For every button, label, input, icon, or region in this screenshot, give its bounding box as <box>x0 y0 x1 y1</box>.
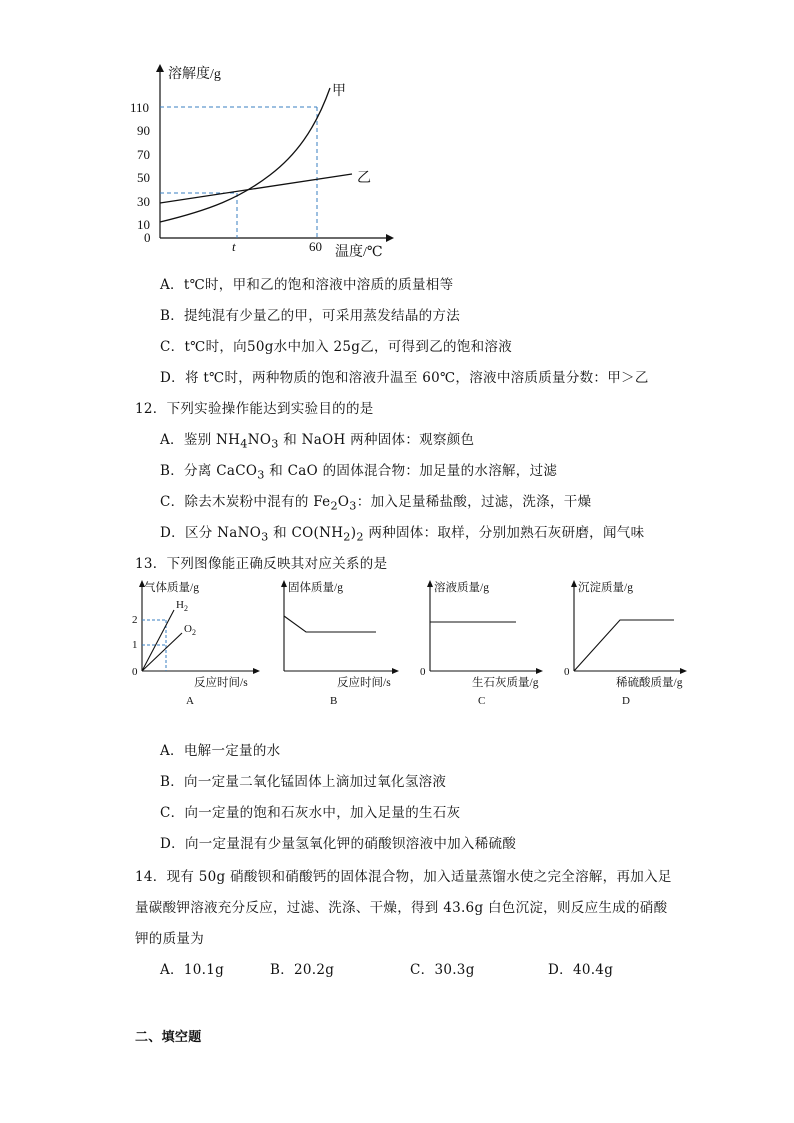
option-letter: D． <box>548 962 573 978</box>
option-text: 和 CO(NH <box>268 525 344 541</box>
subscript: 2 <box>356 530 364 544</box>
option-letter: A． <box>160 277 184 293</box>
label-h2: $H_2$ <box>176 599 188 613</box>
x-axis-label: 反应时间/s <box>337 677 391 689</box>
label-o2: $O_2$ <box>184 623 196 637</box>
x-axis-arrow <box>386 234 394 242</box>
line-solid-mass <box>284 616 376 632</box>
option-text: 向一定量混有少量氢氧化钾的硝酸钡溶液中加入稀硫酸 <box>184 836 517 852</box>
origin-label: 0 <box>132 666 138 678</box>
q14-stem-line-3: 钾的质量为 <box>135 931 204 947</box>
y-axis-label: 溶液质量/g <box>434 582 489 594</box>
y-tick: 90 <box>137 123 150 138</box>
q13-option-a <box>160 741 280 761</box>
x-axis-arrow <box>392 668 399 674</box>
option-text: 分离 CaCO <box>184 463 258 479</box>
graph-label: C <box>478 695 486 707</box>
y-axis-arrow <box>156 64 164 72</box>
option-text: 20.2g <box>294 962 335 978</box>
graph-label: A <box>186 695 194 707</box>
q12-stem: 12．下列实验操作能达到实验目的的是 <box>135 401 374 417</box>
option-letter: A． <box>160 743 184 759</box>
y-tick-1: 1 <box>132 639 138 651</box>
option-text: 和 CaO 的固体混合物：加足量的水溶解，过滤 <box>264 463 558 479</box>
option-text: 40.4g <box>572 962 614 978</box>
option-text: 电解一定量的水 <box>183 743 281 759</box>
y-tick: 10 <box>137 217 150 232</box>
y-tick: 50 <box>137 170 150 185</box>
option-text: 鉴别 NH <box>183 432 241 448</box>
x-tick-60: 60 <box>309 239 322 254</box>
q13-option-c <box>160 803 460 823</box>
curve-yi <box>160 174 352 203</box>
option-text: 向一定量的饱和石灰水中，加入足量的生石灰 <box>184 805 461 821</box>
x-axis-arrow <box>680 668 687 674</box>
q11-option-b <box>160 306 460 326</box>
curve-jia <box>160 88 330 222</box>
option-letter: C． <box>410 962 435 978</box>
x-axis-label: 温度/℃ <box>335 245 383 260</box>
subscript: 2 <box>343 530 351 544</box>
subscript: 2 <box>330 499 338 513</box>
y-tick: 110 <box>130 100 150 115</box>
q14-stem-line-1: 14．现有 50g 硝酸钡和硝酸钙的固体混合物，加入适量蒸馏水使之完全溶解，再加入足 <box>135 869 672 885</box>
option-letter: A． <box>160 962 184 978</box>
option-text: ) <box>350 525 357 541</box>
subscript: 3 <box>271 437 279 451</box>
option-letter: B． <box>160 774 185 790</box>
q14-option-a <box>160 960 224 980</box>
option-text: t℃时，甲和乙的饱和溶液中溶质的质量相等 <box>183 277 454 293</box>
option-text: 10.1g <box>183 962 225 978</box>
subscript: 4 <box>240 437 248 451</box>
q14-stem-line-2: 量碳酸钾溶液充分反应，过滤、洗涤、干燥，得到 43.6g 白色沉淀，则反应生成的硝酸 <box>135 900 668 916</box>
option-text: 提纯混有少量乙的甲，可采用蒸发结晶的方法 <box>184 308 461 324</box>
x-tick-t: t <box>232 239 236 254</box>
line-h2 <box>142 610 174 671</box>
q13-graph-d <box>558 576 698 710</box>
y-tick-2: 2 <box>132 614 138 626</box>
y-axis-arrow <box>427 580 433 587</box>
q12-option-c <box>160 492 591 517</box>
x-axis-arrow <box>253 668 260 674</box>
option-text: 区分 NaNO <box>184 525 262 541</box>
option-text: 两种固体：取样，分别加熟石灰研磨，闻气味 <box>363 525 645 541</box>
q13-graph-b <box>270 576 410 710</box>
q14-option-c <box>410 960 475 980</box>
option-text: 和 NaOH 两种固体：观察颜色 <box>278 432 475 448</box>
y-tick: 30 <box>137 194 150 209</box>
x-axis-label: 生石灰质量/g <box>472 677 539 689</box>
y-tick: 70 <box>137 147 150 162</box>
q11-option-a <box>160 275 453 295</box>
x-axis-label: 反应时间/s <box>194 677 248 689</box>
option-text: 向一定量二氧化锰固体上滴加过氧化氢溶液 <box>184 774 447 790</box>
x-axis-arrow <box>536 668 543 674</box>
q14-option-d <box>548 960 613 980</box>
option-letter: B． <box>160 308 185 324</box>
q13-option-d <box>160 834 516 854</box>
option-letter: D． <box>160 836 185 852</box>
y-axis-label: 气体质量/g <box>144 582 199 594</box>
section-title: 二、填空题 <box>135 1030 202 1045</box>
q13-graph-c <box>414 576 554 710</box>
q11-option-c <box>160 337 512 357</box>
y-tick: 0 <box>144 230 151 245</box>
q14-option-b <box>270 960 334 980</box>
option-letter: D． <box>160 525 185 541</box>
y-axis-label: 沉淀质量/g <box>578 582 633 594</box>
subscript: 3 <box>349 499 357 513</box>
graph-label: B <box>330 695 338 707</box>
q12-option-d <box>160 523 644 548</box>
option-text: 30.3g <box>434 962 475 978</box>
option-text: 将 t℃时，两种物质的饱和溶液升温至 60℃，溶液中溶质质量分数：甲＞乙 <box>184 370 649 386</box>
line-precipitate-mass <box>574 620 674 671</box>
option-letter: C． <box>160 339 185 355</box>
option-text: 除去木炭粉中混有的 Fe <box>184 494 331 510</box>
option-text: t℃时，向50g水中加入 25g乙，可得到乙的饱和溶液 <box>184 339 512 355</box>
curve-yi-label: 乙 <box>357 171 371 186</box>
y-axis-label: 溶解度/g <box>168 67 221 82</box>
option-text: NO <box>247 432 272 448</box>
q11-option-d <box>160 368 649 388</box>
q13-option-b <box>160 772 446 792</box>
q13-graph-a <box>126 576 266 710</box>
y-axis-arrow <box>571 580 577 587</box>
origin-label: 0 <box>420 666 426 678</box>
x-axis-label: 稀硫酸质量/g <box>616 677 683 689</box>
solubility-graph <box>120 60 400 265</box>
y-axis-arrow <box>281 580 287 587</box>
subscript: 3 <box>261 530 269 544</box>
line-o2 <box>142 633 182 671</box>
q13-stem: 13．下列图像能正确反映其对应关系的是 <box>135 556 388 572</box>
origin-label: 0 <box>564 666 570 678</box>
y-axis-label: 固体质量/g <box>288 582 343 594</box>
q12-option-a <box>160 430 474 455</box>
option-letter: C． <box>160 494 185 510</box>
graph-label: D <box>622 695 630 707</box>
option-text: ：加入足量稀盐酸，过滤，洗涤，干燥 <box>356 494 592 510</box>
option-letter: C． <box>160 805 185 821</box>
option-letter: B． <box>160 463 185 479</box>
option-letter: A． <box>160 432 184 448</box>
option-text: O <box>337 494 350 510</box>
subscript: 3 <box>257 468 265 482</box>
curve-jia-label: 甲 <box>332 84 346 99</box>
option-letter: B． <box>270 962 295 978</box>
option-letter: D． <box>160 370 185 386</box>
q12-option-b <box>160 461 557 486</box>
